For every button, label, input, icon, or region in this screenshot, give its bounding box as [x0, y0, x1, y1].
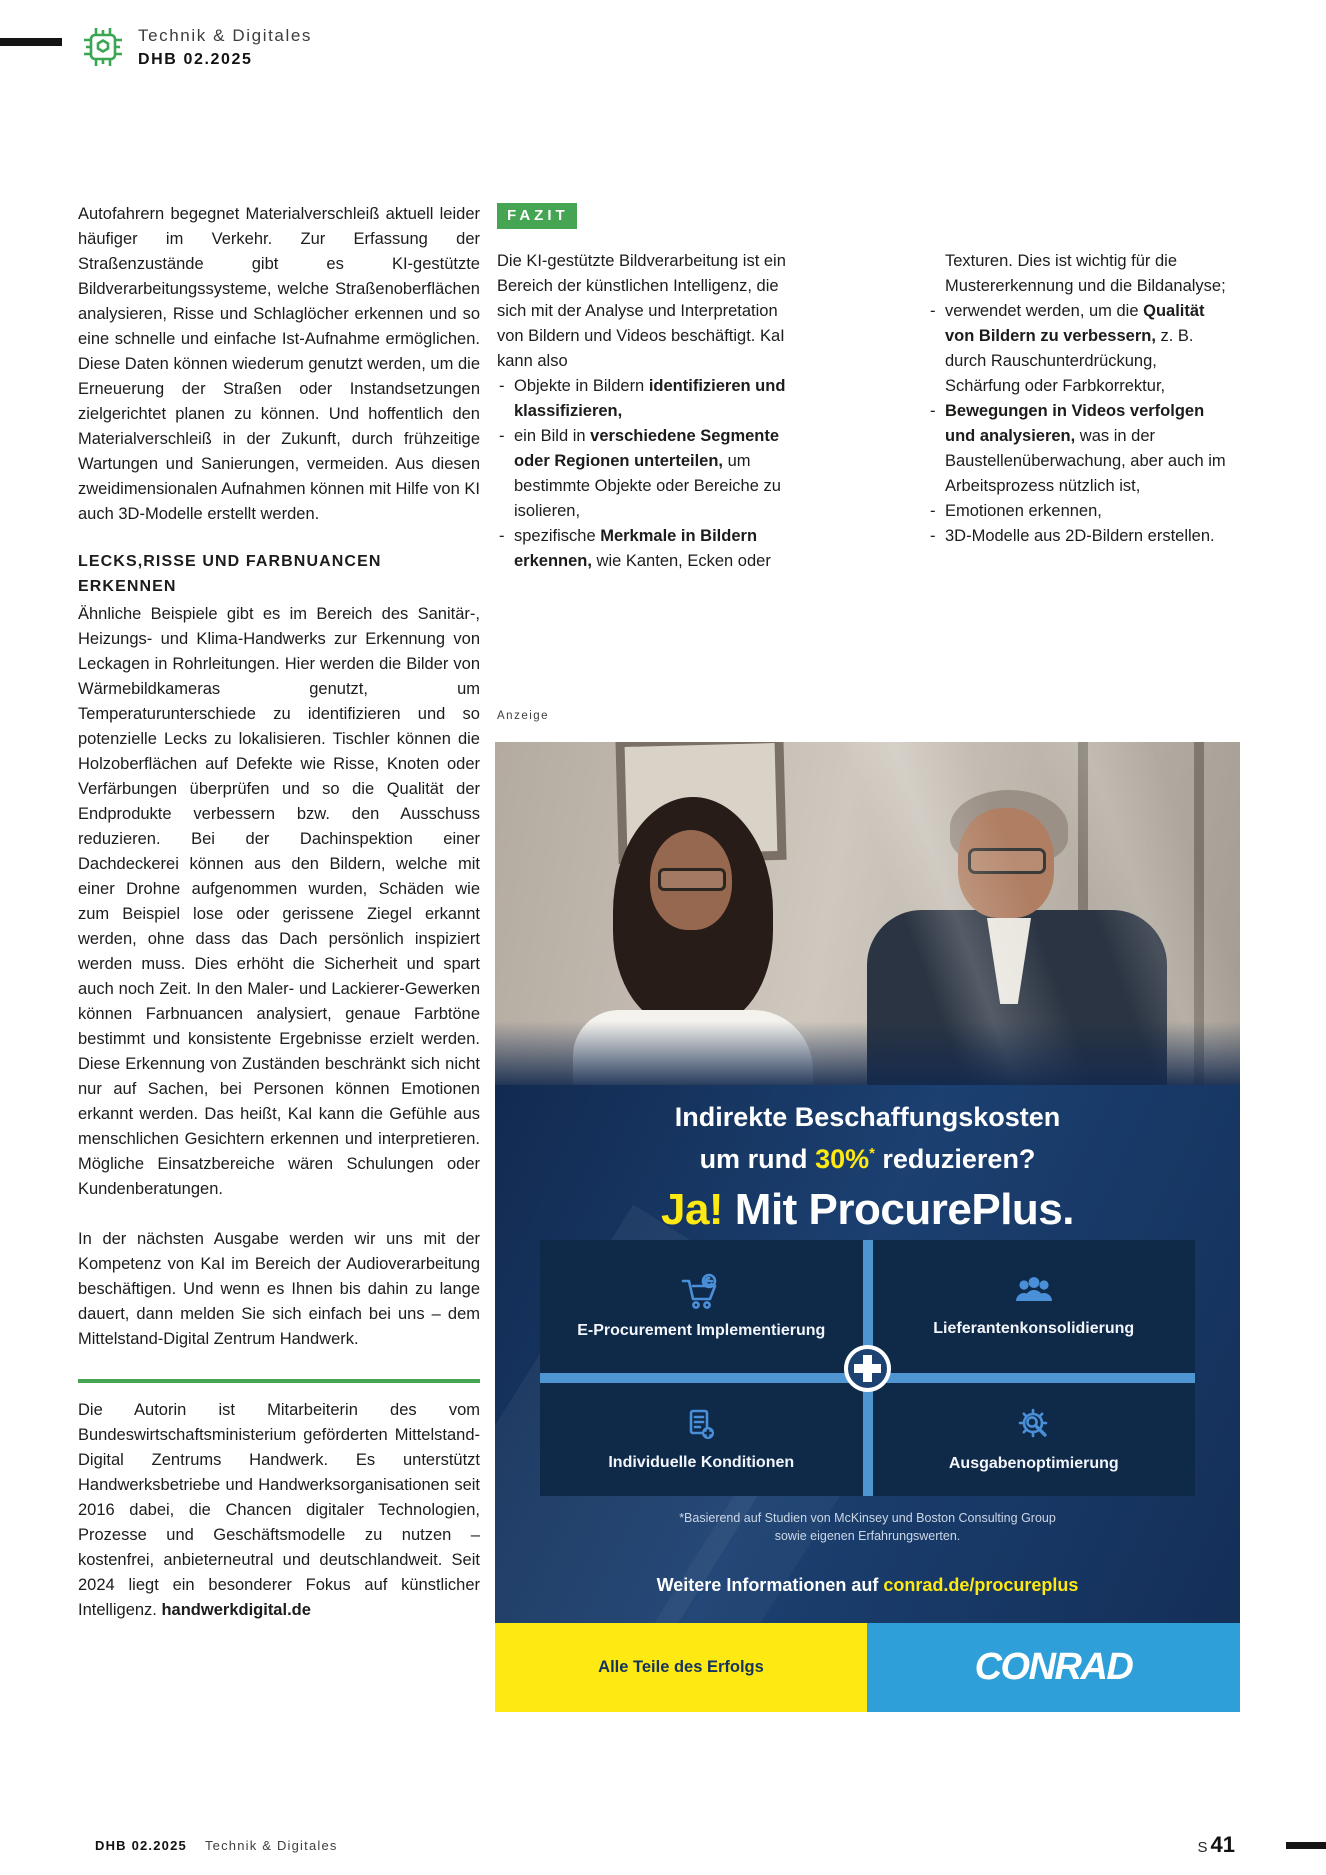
- fazit-bullet: [928, 299, 1233, 399]
- ad-info-link[interactable]: conrad.de/procureplus: [883, 1575, 1079, 1595]
- tile-label: E-Procurement Implementierung: [577, 1321, 826, 1339]
- article-column: [78, 202, 480, 1623]
- bullet-text: spezifische Merkmale in Bildern erkennen, wie Kanten, Ecken oder: [514, 527, 771, 570]
- ad-headline-line1: Indirekte Beschaffungskosten: [674, 1102, 1061, 1132]
- bullet-text: Objekte in Bildern identifizieren und klassifizieren,: [514, 377, 786, 420]
- section-title: Technik & Digitales: [138, 25, 313, 45]
- page-number: [1198, 1832, 1236, 1858]
- footer-dash: [1286, 1842, 1326, 1849]
- tile-lieferantenkonsolidierung: [873, 1240, 1196, 1373]
- fazit-bullet: [497, 424, 802, 524]
- author-bio-text: Die Autorin ist Mitarbeiterin des vom Bundeswirtschaftsministerium geförderten Mittelstand-Digital Zentrums Handwerk. Es unterstützt Handwerksbetriebe und Handwerksorganisationen seit 2016 dabei, die Chancen digitaler Technologien, Prozesse und Geschäftsmodelle zu nutzen – kostenfrei, anbieterneutral und deutschlandweit. Seit 2024 liegt ein besonderer Fokus auf künstlicher Intelligenz.: [78, 1401, 480, 1619]
- fazit-continuation: Texturen. Dies ist wichtig für die Mustererkennung und die Bildanalyse;: [945, 252, 1226, 295]
- conrad-logo: CONRAD: [974, 1646, 1133, 1688]
- bullet-marker: -: [930, 302, 936, 320]
- fazit-bullet: [928, 499, 1233, 524]
- page-number-value: 41: [1210, 1832, 1235, 1857]
- bullet-marker: -: [499, 527, 505, 545]
- ad-footnote-line2: sowie eigenen Erfahrungswerten.: [774, 1529, 961, 1543]
- bullet-text: verwendet werden, um die Qualität von Bildern zu verbessern, z. B. durch Rauschunterdrückung, Schärfung oder Farbkorrektur,: [945, 302, 1205, 395]
- fazit-intro: Die KI-gestützte Bildverarbeitung ist ein Bereich der künstlichen Intelligenz, die sich mit der Analyse und Interpretation von Bildern und Videos beschäftigt. KaI kann also: [497, 252, 786, 370]
- article-paragraph-2: Ähnliche Beispiele gibt es im Bereich des Sanitär-, Heizungs- und Klima-Handwerks zur Erkennung von Leckagen in Rohrleitungen. Hier werden die Bilder von Wärmebildkameras genutzt, um Temperaturunterschiede zu identifizieren und so potenzielle Lecks zu lokalisieren. Tischler können die Holzoberflächen auf Defekte wie Risse, Knoten oder Verfärbungen überprüfen und so die Qualität der Endprodukte verbessern bzw. den Ausschuss reduzieren. Bei der Dachinspektion einer Dachdeckerei können aus den Bildern, welche mit einer Drohne aufgenommen wurden, Schäden wie zum Beispiel lose oder gerissene Ziegel erkannt werden, ohne dass das Dach persönlich inspiziert werden muss. Dies erhöht die Sicherheit und spart auch noch Zeit. In den Maler- und Lackierer-Gewerken können Farbnuancen analysiert, genaue Farbtöne bestimmt und konsistente Ergebnisse erzielt werden. Diese Erkennung von Zuständen beschränkt sich nicht nur auf Sachen, bei Personen können Emotionen erkannt werden. Das heißt, KaI kann die Gefühle aus menschlichen Gesichtern erkennen und interpretieren. Mögliche Einsatzbereiche wären Schulungen oder Kundenberatungen.: [78, 605, 480, 1198]
- fazit-bullet: [497, 524, 802, 574]
- tile-e-procurement: [540, 1240, 863, 1373]
- document-plus-icon: [683, 1407, 719, 1443]
- page-footer: [0, 1830, 1326, 1862]
- author-divider-rule: [78, 1379, 480, 1383]
- ad-headline-line2: um rund 30%* reduzieren?: [699, 1144, 1036, 1174]
- fazit-bullet: [928, 524, 1233, 549]
- ad-info-text: Weitere Informationen auf: [656, 1575, 884, 1595]
- gear-search-icon: [1015, 1406, 1053, 1444]
- tile-label: Individuelle Konditionen: [608, 1453, 795, 1471]
- ad-body: [495, 1085, 1240, 1623]
- ad-footnote-line1: *Basierend auf Studien von McKinsey und Boston Consulting Group: [679, 1511, 1056, 1525]
- page-number-prefix: S: [1197, 1839, 1208, 1856]
- plus-icon: [844, 1345, 891, 1392]
- page-header: [80, 24, 312, 70]
- ad-info-line: [495, 1575, 1240, 1596]
- bio-link[interactable]: handwerkdigital.de: [161, 1601, 311, 1619]
- footer-section: Technik & Digitales: [204, 1838, 338, 1853]
- bullet-text: ein Bild in verschiedene Segmente oder Regionen unterteilen, um bestimmte Objekte oder Bereiche zu isolieren,: [514, 427, 781, 520]
- tile-label: Lieferantenkonsolidierung: [933, 1319, 1135, 1337]
- bullet-marker: -: [930, 527, 936, 545]
- tile-label: Ausgabenoptimierung: [948, 1454, 1119, 1472]
- bullet-marker: -: [499, 427, 505, 445]
- footer-left: [95, 1838, 338, 1853]
- advertisement: [495, 742, 1240, 1712]
- fazit-column-1: [497, 249, 802, 574]
- header-text: [138, 26, 312, 69]
- ad-claim: Ja! Mit ProcurePlus.: [660, 1185, 1074, 1234]
- ad-photo: [495, 742, 1240, 1085]
- top-rule: [0, 38, 62, 46]
- article-paragraph-1: Autofahrern begegnet Materialverschleiß aktuell leider häufiger im Verkehr. Zur Erfassung der Straßenzustände gibt es KI-gestützte Bildverarbeitungssysteme, welche Straßenoberflächen analysieren, Risse und Schlaglöcher erkennen und so eine schnelle und einfache Ist-Aufnahme ermöglichen. Diese Daten können wiederum genutzt werden, um die Erneuerung der Straßen oder Instandsetzungen zielgerichtet planen zu können. Und hoffentlich den Materialverschleiß in der Zukunft, durch frühzeitige Wartungen und Sanierungen, vermeiden. Aus diesen zweidimensionalen Aufnahmen können mit Hilfe von KI auch 3D-Modelle erstellt werden.: [78, 205, 480, 523]
- conrad-slogan-box: Alle Teile des Erfolgs: [495, 1623, 867, 1712]
- tile-ausgabenoptimierung: [873, 1383, 1196, 1496]
- bullet-marker: -: [930, 402, 936, 420]
- fazit-column-2: [928, 249, 1233, 549]
- ad-headline: [495, 1099, 1240, 1178]
- issue-label: DHB 02.2025: [138, 50, 253, 68]
- suppliers-icon: [1012, 1275, 1056, 1309]
- bullet-marker: -: [930, 502, 936, 520]
- photo-fade: [495, 1021, 1240, 1085]
- bullet-text: 3D-Modelle aus 2D-Bildern erstellen.: [945, 527, 1215, 545]
- footer-issue: DHB 02.2025: [95, 1838, 187, 1853]
- fazit-bullet: [497, 374, 802, 424]
- fazit-badge: FAZIT: [497, 203, 577, 229]
- cart-icon: [681, 1273, 721, 1311]
- ad-footnote: [495, 1509, 1240, 1545]
- author-bio: [78, 1398, 480, 1623]
- ad-label: Anzeige: [497, 710, 550, 722]
- bullet-marker: -: [499, 377, 505, 395]
- conrad-logo-box: [867, 1623, 1240, 1712]
- tile-individuelle-konditionen: [540, 1383, 863, 1496]
- ad-bottom-bar: [495, 1623, 1240, 1712]
- fazit-bullet: [928, 399, 1233, 499]
- article-paragraph-3: In der nächsten Ausgabe werden wir uns mit der Kompetenz von KaI im Bereich der Audioverarbeitung beschäftigen. Und wenn es Ihnen bis dahin zu lange dauert, dann melden Sie sich einfach bei uns – dem Mittelstand-Digital Zentrum Handwerk.: [78, 1230, 480, 1348]
- bullet-text: Emotionen erkennen,: [945, 502, 1102, 520]
- chip-icon: [80, 24, 126, 70]
- bullet-text: Bewegungen in Videos verfolgen und analysieren, was in der Baustellenüberwachung, aber auch im Arbeitsprozess nützlich ist,: [945, 402, 1226, 495]
- article-subheading: LECKS,RISSE UND FARBNUANCEN ERKENNEN: [78, 553, 382, 595]
